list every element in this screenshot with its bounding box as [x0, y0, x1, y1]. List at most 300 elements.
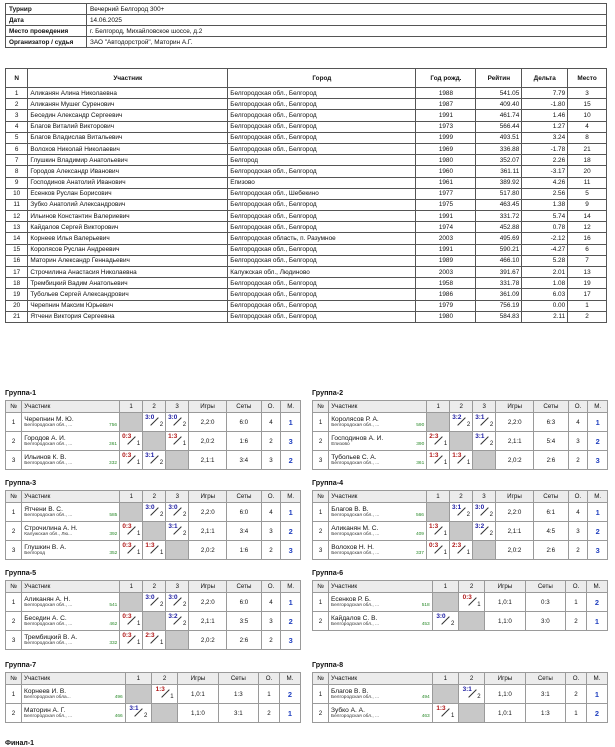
player-cell — [22, 503, 120, 522]
player-sets: 4:5 — [533, 522, 568, 541]
player-place: 3 — [281, 541, 301, 560]
player-place: 2 — [281, 451, 301, 470]
table-cell: 495.69 — [476, 233, 522, 244]
participants-table — [5, 68, 607, 323]
group-player-row — [6, 432, 301, 451]
group-header-row — [6, 491, 301, 503]
player-name: Королясов Р. А. — [331, 416, 379, 423]
player-rating: 466 — [114, 714, 123, 719]
player-games: 2,0:2 — [189, 432, 227, 451]
player-region: Белгородская обл., ... — [331, 513, 380, 518]
score-value: 1:3 — [428, 523, 439, 530]
match-score — [168, 504, 186, 518]
player-sets: 1:6 — [227, 432, 262, 451]
table-cell: 11 — [568, 177, 607, 188]
score-value: 0:3 — [122, 523, 132, 530]
self-cell — [143, 612, 166, 631]
player-cell — [329, 413, 427, 432]
self-cell — [166, 451, 189, 470]
player-place: 3 — [281, 432, 301, 451]
score-points: 1 — [466, 460, 471, 466]
info-row — [6, 37, 607, 48]
player-games: 2,0:2 — [495, 541, 533, 560]
group-player-row — [313, 522, 608, 541]
self-cell — [120, 413, 143, 432]
score-value: 3:1 — [145, 452, 155, 459]
score-value: 0:3 — [122, 433, 132, 440]
player-points: 1 — [259, 685, 280, 704]
table-cell: 1991 — [416, 211, 476, 222]
player-place: 2 — [586, 593, 607, 612]
match-score — [122, 613, 140, 627]
table-cell: 1973 — [416, 121, 476, 132]
player-rating: 332 — [109, 461, 118, 466]
score-points: 1 — [170, 694, 174, 700]
self-cell — [427, 413, 450, 432]
player-region: Белгородская обла... — [24, 695, 71, 700]
group-col-opponent: 2 — [450, 401, 473, 413]
column-header: Участник — [28, 69, 228, 88]
player-number: 1 — [313, 593, 329, 612]
group-table — [312, 580, 608, 631]
player-name: Кайдалов С. В. — [331, 615, 378, 622]
table-cell: 14 — [568, 211, 607, 222]
table-cell: 17 — [568, 289, 607, 300]
info-value: 14.06.2025 — [87, 15, 607, 26]
player-region: Белгородская обл., ... — [331, 532, 380, 537]
group-col-no: № — [313, 401, 329, 413]
table-cell: 2.11 — [522, 311, 568, 322]
table-cell: Кайдалов Сергей Викторович — [28, 222, 228, 233]
column-header: Город — [228, 69, 416, 88]
player-games: 1,0:1 — [485, 593, 525, 612]
group-col-o: О. — [261, 401, 281, 413]
player-sets: 1:6 — [227, 541, 262, 560]
match-score-cell — [120, 451, 143, 470]
table-cell: Ильинов Константин Валериевич — [28, 211, 228, 222]
score-value: 1:3 — [155, 686, 165, 693]
group-player-row — [313, 503, 608, 522]
table-cell: 331.78 — [476, 278, 522, 289]
player-place: 1 — [586, 612, 607, 631]
player-rating: 590 — [416, 423, 425, 428]
player-cell — [22, 685, 126, 704]
player-sets: 6:0 — [227, 593, 262, 612]
match-score-cell — [458, 593, 484, 612]
table-cell: 2 — [568, 311, 607, 322]
score-value: 1:3 — [452, 452, 462, 459]
table-row — [6, 289, 607, 300]
group-player-row — [313, 704, 608, 723]
table-cell: Белгородская обл., Белгород — [228, 255, 416, 266]
table-cell: 389.92 — [476, 177, 522, 188]
player-place: 2 — [588, 432, 608, 451]
self-cell — [120, 593, 143, 612]
player-points: 2 — [566, 685, 587, 704]
player-cell — [22, 522, 120, 541]
match-score-cell — [473, 413, 496, 432]
group-table — [312, 672, 608, 723]
group-col-o: О. — [568, 491, 588, 503]
score-points: 2 — [489, 422, 494, 428]
table-cell: 1991 — [416, 244, 476, 255]
table-cell: 1991 — [416, 110, 476, 121]
table-cell: 1969 — [416, 143, 476, 154]
player-region: Белгородская обл., ... — [331, 551, 380, 556]
match-score — [168, 433, 186, 447]
table-row — [6, 177, 607, 188]
table-cell: 336.88 — [476, 143, 522, 154]
player-name: Благов В. В. — [331, 688, 369, 695]
group-col-games: Игры — [485, 581, 525, 593]
player-number: 3 — [6, 541, 22, 560]
table-cell: 1961 — [416, 177, 476, 188]
group-col-m: М. — [279, 673, 300, 685]
player-games: 2,2:0 — [189, 503, 227, 522]
match-score-cell — [449, 541, 472, 560]
player-points: 2 — [259, 704, 280, 723]
table-cell: Аликанян Алина Николаевна — [28, 88, 228, 99]
group-col-opponent: 1 — [125, 673, 151, 685]
table-cell: Корнеев Илья Валерьевич — [28, 233, 228, 244]
info-value: Вечерний Белгород 300+ — [87, 4, 607, 15]
table-cell: Белгородская обл., Белгород — [228, 121, 416, 132]
group-title: Группа-7 — [5, 660, 37, 669]
score-value: 3:2 — [168, 613, 178, 620]
player-games: 1,0:1 — [485, 704, 525, 723]
table-cell: 4 — [6, 121, 28, 132]
player-place: 2 — [279, 685, 300, 704]
table-cell: Трембицкий Вадим Анатольевич — [28, 278, 228, 289]
group-header-row — [313, 491, 608, 503]
group-col-games: Игры — [189, 401, 227, 413]
table-cell: 5.28 — [522, 255, 568, 266]
match-score — [122, 433, 140, 447]
player-cell — [22, 631, 120, 650]
table-row — [6, 188, 607, 199]
score-value: 0:3 — [122, 542, 132, 549]
player-region: Белгородская обл., ... — [331, 603, 380, 608]
self-cell — [458, 612, 484, 631]
score-value: 0:3 — [122, 613, 132, 620]
self-cell — [472, 541, 495, 560]
score-points: 2 — [182, 602, 187, 608]
group-table — [5, 580, 301, 650]
player-number: 3 — [313, 541, 329, 560]
player-number: 2 — [6, 704, 22, 723]
self-cell — [120, 503, 143, 522]
group-col-m: М. — [281, 401, 301, 413]
self-cell — [426, 503, 449, 522]
player-rating: 361 — [416, 461, 425, 466]
table-cell: 14 — [6, 233, 28, 244]
group-col-o: О. — [261, 491, 281, 503]
match-score-cell — [151, 685, 177, 704]
match-score-cell — [166, 522, 189, 541]
player-cell — [22, 704, 126, 723]
group-header-row — [6, 673, 301, 685]
player-points: 3 — [261, 612, 281, 631]
player-cell — [329, 541, 427, 560]
player-name: Зубко А. А. — [331, 707, 365, 714]
group-col-opponent: 1 — [120, 581, 143, 593]
group-col-opponent: 2 — [458, 673, 484, 685]
group-player-row — [313, 413, 608, 432]
match-score — [475, 433, 493, 447]
table-cell: Благов Владислав Витальевич — [28, 132, 228, 143]
table-cell: 10 — [6, 188, 28, 199]
table-cell: 1979 — [416, 300, 476, 311]
player-points: 2 — [566, 612, 587, 631]
player-name: Волохов Н. Н. — [331, 544, 374, 551]
player-place: 2 — [281, 522, 301, 541]
column-header: Год рожд. — [416, 69, 476, 88]
table-cell: Ятчени Виктория Сергеевна — [28, 311, 228, 322]
table-cell: 9 — [568, 199, 607, 210]
score-points: 2 — [477, 694, 481, 700]
info-row — [6, 15, 607, 26]
self-cell — [458, 704, 484, 723]
player-number: 3 — [6, 451, 22, 470]
table-cell: -1.80 — [522, 99, 568, 110]
table-cell: 20 — [6, 300, 28, 311]
player-number: 1 — [6, 685, 22, 704]
score-value: 0:3 — [122, 632, 132, 639]
score-value: 3:0 — [168, 414, 178, 421]
player-region: Белгородская обл., ... — [24, 423, 73, 428]
player-number: 1 — [6, 413, 22, 432]
player-name: Есенков Р. Б. — [331, 596, 371, 603]
table-cell: 17 — [6, 267, 28, 278]
score-points: 2 — [182, 422, 187, 428]
score-points: 1 — [160, 550, 164, 556]
final-title: Финал-1 — [5, 740, 35, 747]
table-row — [6, 278, 607, 289]
player-number: 1 — [6, 503, 22, 522]
self-cell — [166, 631, 189, 650]
player-cell — [329, 432, 427, 451]
table-cell: Епизово — [228, 177, 416, 188]
score-value: 2:3 — [145, 632, 155, 639]
table-cell: Беседин Александр Сергеевич — [28, 110, 228, 121]
player-number: 2 — [313, 432, 329, 451]
player-rating: 332 — [109, 641, 118, 646]
score-value: 2:3 — [429, 433, 439, 440]
group-player-row — [6, 612, 301, 631]
table-row — [6, 132, 607, 143]
player-number: 1 — [6, 593, 22, 612]
table-cell: Волохов Николай Николаевич — [28, 143, 228, 154]
table-cell: -1.78 — [522, 143, 568, 154]
group-player-row — [6, 704, 301, 723]
match-score-cell — [143, 451, 166, 470]
table-cell: Белгородская обл., Белгород — [228, 88, 416, 99]
score-points: 2 — [451, 621, 455, 627]
table-cell: 3 — [6, 110, 28, 121]
group-title: Группа-1 — [5, 388, 37, 397]
table-cell: 5 — [6, 132, 28, 143]
score-value: 3:0 — [474, 504, 485, 511]
info-row — [6, 26, 607, 37]
player-games: 2,2:0 — [189, 413, 227, 432]
table-cell: 1987 — [416, 99, 476, 110]
match-score — [145, 542, 163, 556]
player-number: 2 — [313, 704, 329, 723]
table-cell: 16 — [568, 233, 607, 244]
match-score-cell — [449, 503, 472, 522]
match-score-cell — [166, 612, 189, 631]
score-value: 0:3 — [462, 594, 472, 601]
table-cell: -3.17 — [522, 166, 568, 177]
score-value: 1:3 — [168, 433, 178, 440]
group-col-opponent: 3 — [166, 401, 189, 413]
match-score-cell — [143, 593, 166, 612]
match-score — [452, 452, 470, 466]
player-points: 2 — [261, 432, 281, 451]
table-row — [6, 233, 607, 244]
table-cell: 1958 — [416, 278, 476, 289]
player-region: Белгородская обл., ... — [24, 603, 73, 608]
table-row — [6, 267, 607, 278]
group-player-row — [6, 685, 301, 704]
table-cell: Белгородская обл., Белгород — [228, 110, 416, 121]
table-cell: 1989 — [416, 255, 476, 266]
player-place: 1 — [588, 503, 608, 522]
table-row — [6, 88, 607, 99]
player-points: 3 — [261, 522, 281, 541]
player-rating: 409 — [415, 532, 424, 537]
table-cell: 3 — [568, 88, 607, 99]
player-cell — [22, 432, 120, 451]
match-score-cell — [120, 522, 143, 541]
group-title: Группа-8 — [312, 660, 344, 669]
table-cell: 331.72 — [476, 211, 522, 222]
player-region: Белгородская обл., ... — [331, 423, 380, 428]
info-key: Место проведения — [6, 26, 87, 37]
score-value: 0:3 — [428, 542, 439, 549]
score-points: 1 — [477, 602, 481, 608]
score-points: 1 — [136, 441, 141, 447]
group-player-row — [6, 631, 301, 650]
group-player-row — [313, 541, 608, 560]
table-cell: 11 — [6, 199, 28, 210]
group-title: Группа-5 — [5, 568, 37, 577]
group-col-m: М. — [586, 581, 607, 593]
match-score — [429, 433, 447, 447]
group-col-player: Участник — [329, 491, 427, 503]
group-col-games: Игры — [485, 673, 525, 685]
player-place: 2 — [281, 612, 301, 631]
table-cell: 8 — [6, 166, 28, 177]
table-cell: 352.07 — [476, 155, 522, 166]
group-col-games: Игры — [189, 581, 227, 593]
table-cell: 0.78 — [522, 222, 568, 233]
player-sets: 3:1 — [218, 704, 258, 723]
group-player-row — [313, 451, 608, 470]
table-cell: Черепнин Максим Юрьевич — [28, 300, 228, 311]
group-col-no: № — [6, 491, 22, 503]
score-value: 1:3 — [145, 542, 155, 549]
match-score-cell — [472, 522, 495, 541]
match-score-cell — [426, 522, 449, 541]
self-cell — [143, 522, 166, 541]
player-sets: 6:0 — [227, 413, 262, 432]
score-value: 3:2 — [452, 414, 462, 421]
player-rating: 756 — [109, 423, 118, 428]
player-points: 1 — [566, 704, 587, 723]
table-cell: Белгородская обл., Белгород — [228, 300, 416, 311]
player-name: Городов А. И. — [24, 435, 66, 442]
player-sets: 6:1 — [533, 503, 568, 522]
player-number: 2 — [6, 612, 22, 631]
player-cell — [329, 704, 433, 723]
column-header: Дельта — [522, 69, 568, 88]
player-number: 2 — [6, 432, 22, 451]
match-score-cell — [427, 432, 450, 451]
table-cell: 756.19 — [476, 300, 522, 311]
table-cell: 2.26 — [522, 155, 568, 166]
player-sets: 0:3 — [525, 593, 565, 612]
table-cell: Тубольев Сергей Александрович — [28, 289, 228, 300]
column-header: Рейтин — [476, 69, 522, 88]
table-cell: 517.80 — [476, 188, 522, 199]
score-points: 1 — [136, 460, 141, 466]
group-table — [5, 400, 301, 470]
table-cell: 1.46 — [522, 110, 568, 121]
score-points: 2 — [183, 512, 187, 518]
group-col-opponent: 2 — [143, 491, 166, 503]
player-cell — [22, 593, 120, 612]
player-rating: 390 — [416, 442, 425, 447]
score-points: 2 — [144, 713, 148, 719]
table-cell: 409.40 — [476, 99, 522, 110]
table-row — [6, 143, 607, 154]
group-col-sets: Сеты — [227, 581, 262, 593]
group-col-player: Участник — [22, 673, 126, 685]
group-player-row — [313, 432, 608, 451]
player-name: Аликанян М. С. — [331, 525, 379, 532]
group-col-opponent: 3 — [472, 491, 495, 503]
group-col-games: Игры — [495, 491, 533, 503]
match-score — [145, 414, 163, 428]
player-games: 1,1:0 — [485, 685, 525, 704]
match-score-cell — [432, 704, 458, 723]
table-cell: 19 — [568, 278, 607, 289]
table-row — [6, 121, 607, 132]
player-sets: 3:5 — [227, 612, 262, 631]
group-col-games: Игры — [496, 401, 534, 413]
score-points: 2 — [159, 460, 164, 466]
score-points: 1 — [137, 550, 141, 556]
self-cell — [432, 593, 458, 612]
player-name: Благов В. В. — [331, 506, 369, 513]
score-value: 3:0 — [436, 613, 446, 620]
player-cell — [329, 612, 433, 631]
match-score-cell — [120, 541, 143, 560]
table-cell: Белгородская обл., Белгород — [228, 278, 416, 289]
player-place: 1 — [586, 685, 607, 704]
group-header-row — [313, 581, 608, 593]
group-col-o: О. — [259, 673, 280, 685]
table-cell: 1988 — [416, 88, 476, 99]
player-games: 1,1:0 — [178, 704, 218, 723]
player-region: Белгородская обл., ... — [24, 461, 73, 466]
player-place: 1 — [588, 413, 608, 432]
player-name: Маторин А. Г. — [24, 707, 66, 714]
player-name: Тубольев С. А. — [331, 454, 377, 461]
table-cell: Благов Виталий Викторович — [28, 121, 228, 132]
info-value: г. Белгород, Михайловское шоссе, д.2 — [87, 26, 607, 37]
